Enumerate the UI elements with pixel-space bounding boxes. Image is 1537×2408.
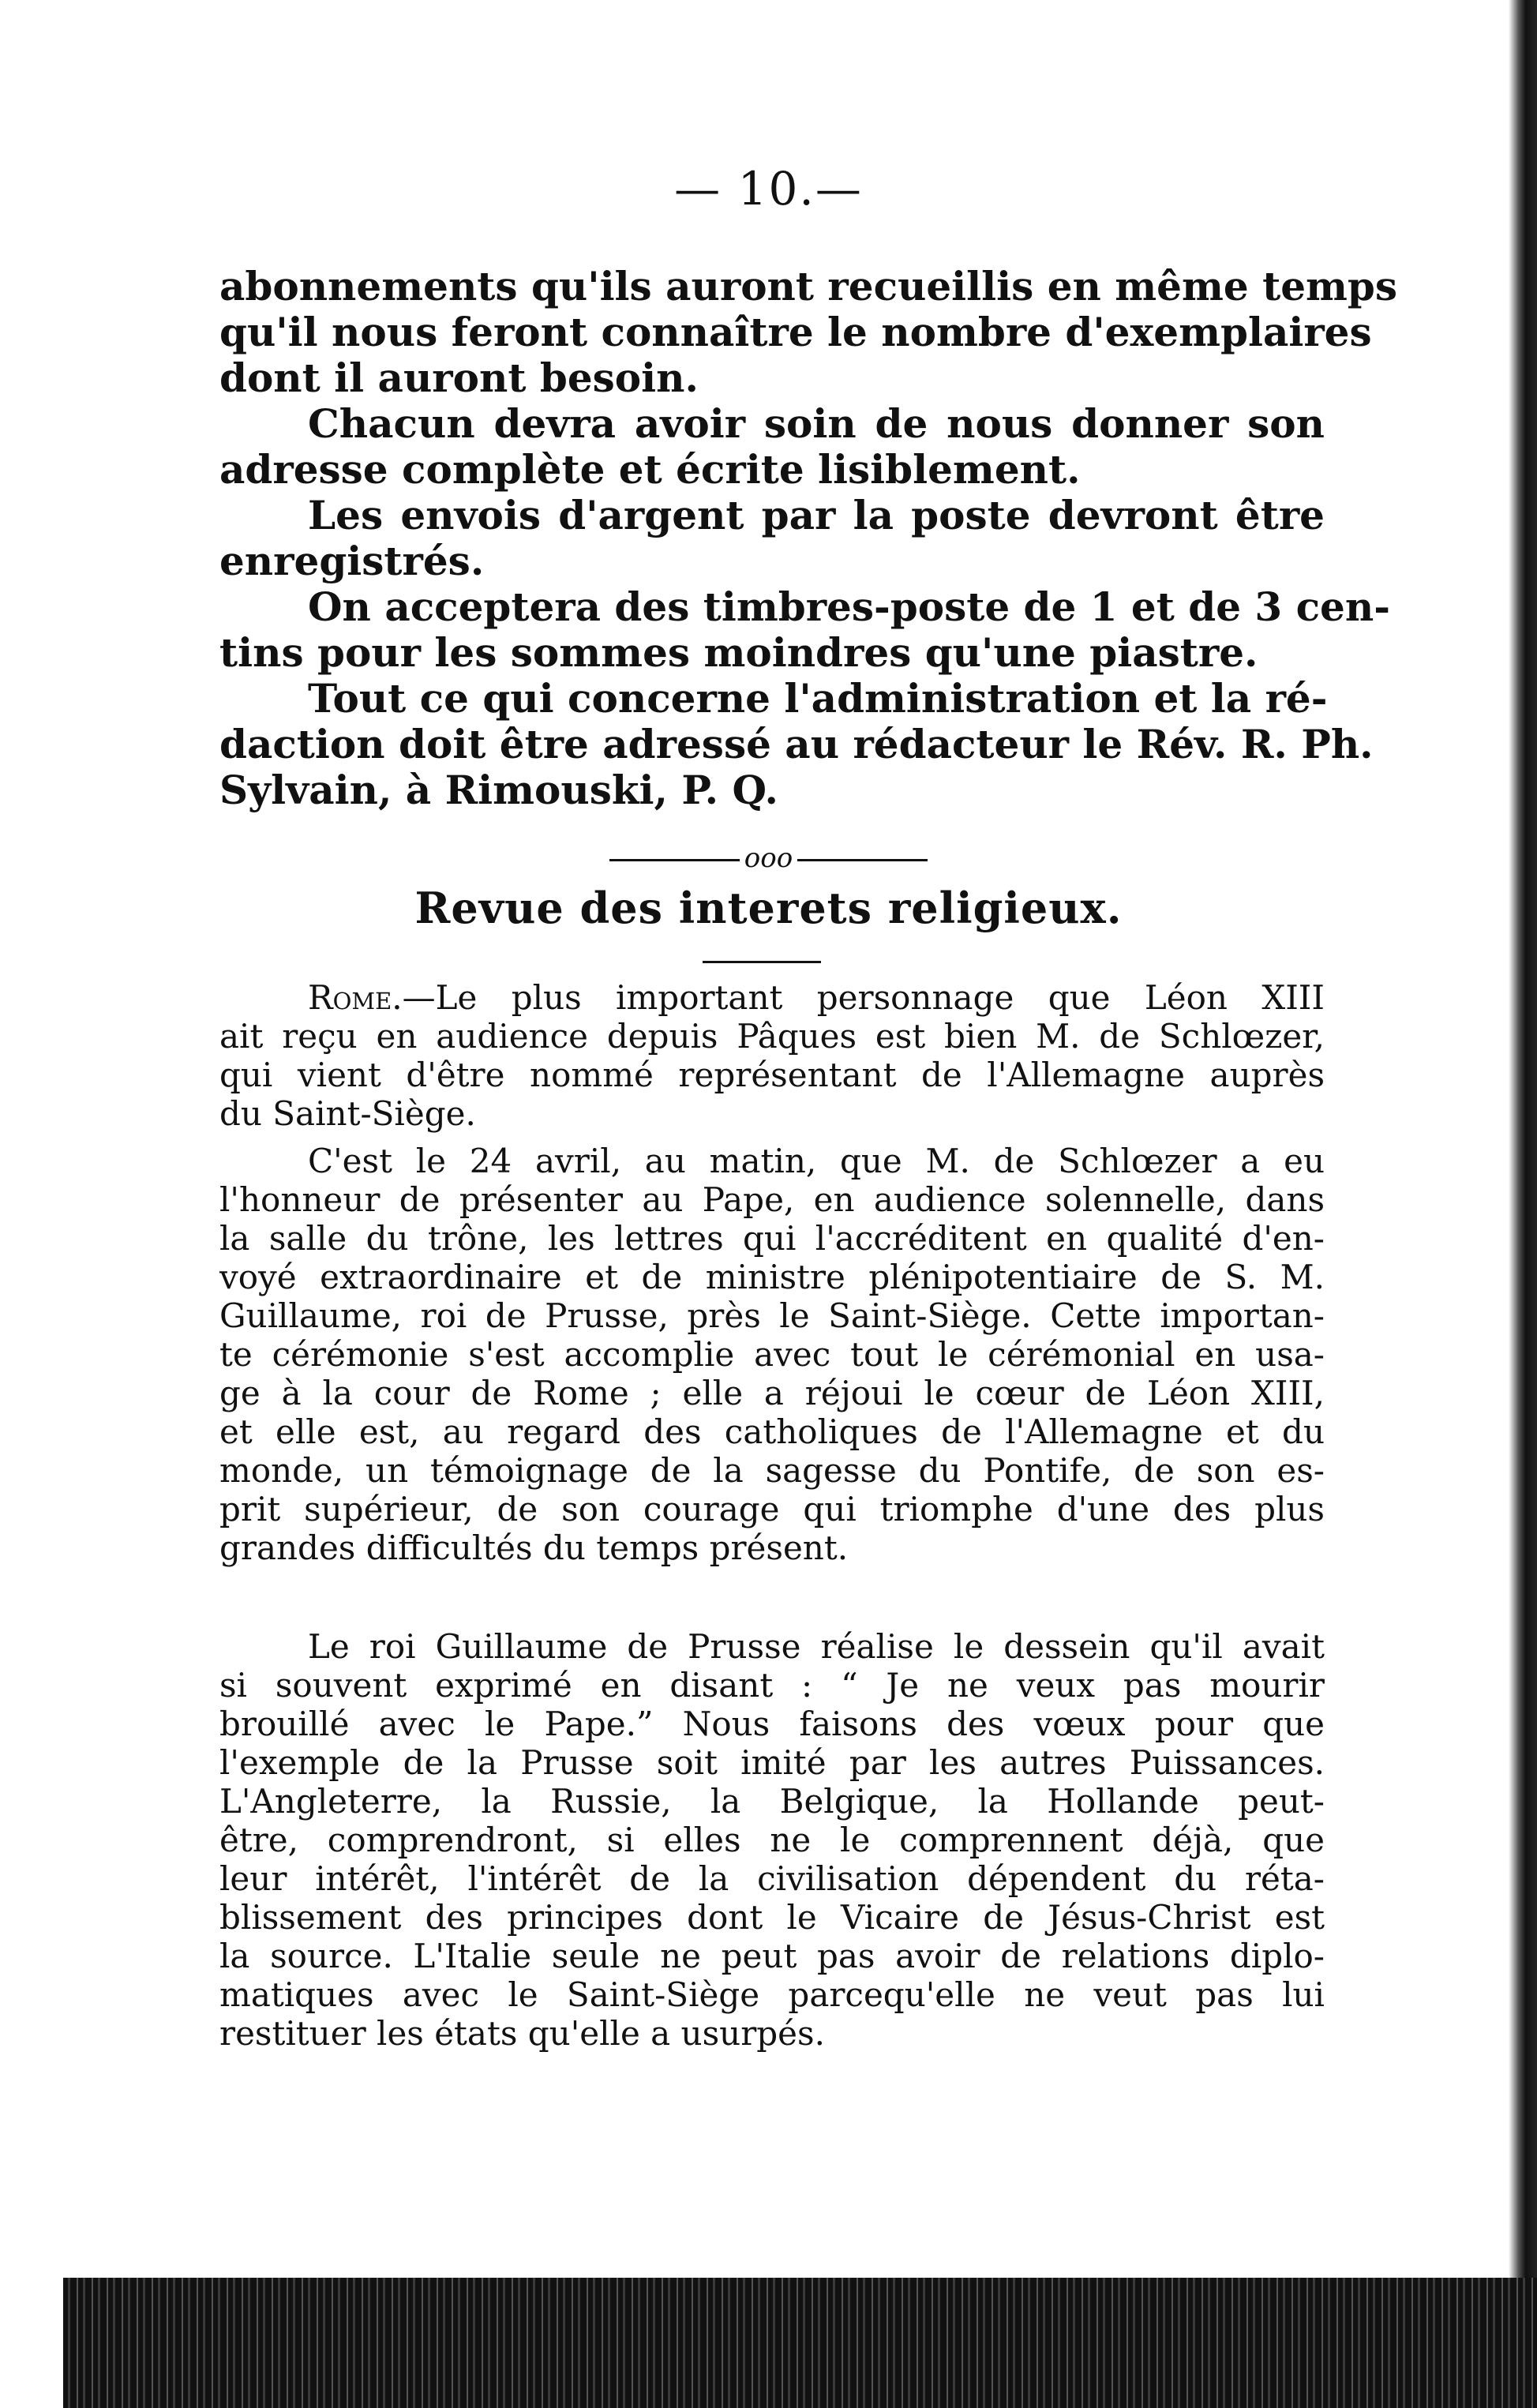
text-line: dont il auront besoin. bbox=[219, 354, 699, 401]
subscription-notice bbox=[219, 263, 1398, 816]
text-line: blissement des principes dont le Vicaire de Jésus-Christ est bbox=[219, 1898, 1325, 1937]
text-line: l'honneur de présenter au Pape, en audience solennelle, dans bbox=[219, 1180, 1325, 1219]
text-line: si souvent exprimé en disant : “ Je ne veux pas mourir bbox=[219, 1666, 1325, 1705]
page-edge-shadow bbox=[1509, 0, 1537, 2408]
text-line: ait reçu en audience depuis Pâques est bien M. de Schlœzer, bbox=[219, 1017, 1325, 1056]
scan-bottom-band bbox=[63, 2278, 1537, 2408]
text-line: l'exemple de la Prusse soit imité par les autres Puissances. bbox=[219, 1743, 1325, 1782]
paragraph-audience bbox=[219, 1142, 1325, 1570]
text-line: ge à la cour de Rome ; elle a réjoui le cœur de Léon XIII, bbox=[219, 1374, 1325, 1412]
text-line: prit supérieur, de son courage qui triomphe d'une des plus bbox=[219, 1490, 1325, 1528]
text-line: monde, un témoignage de la sagesse du Pontife, de son es- bbox=[219, 1451, 1325, 1490]
text-line: On acceptera des timbres-poste de 1 et de 3 cen- bbox=[308, 583, 1390, 630]
text-line: adresse complète et écrite lisiblement. bbox=[219, 446, 1081, 493]
text-line: être, comprendront, si elles ne le comprennent déjà, que bbox=[219, 1821, 1325, 1859]
text-line: Sylvain, à Rimouski, P. Q. bbox=[219, 767, 778, 813]
title-rule bbox=[703, 961, 821, 963]
text-line: la salle du trône, les lettres qui l'accréditent en qualité d'en- bbox=[219, 1219, 1325, 1258]
rome-lead: Rome. bbox=[308, 978, 403, 1017]
text-line: voyé extraordinaire et de ministre plénipotentiaire de S. M. bbox=[219, 1258, 1325, 1296]
paragraph-rome bbox=[219, 978, 1325, 1136]
section-separator bbox=[0, 842, 1537, 874]
text-line: Guillaume, roi de Prusse, près le Saint-Siège. Cette importan- bbox=[219, 1296, 1325, 1335]
text-line: Tout ce qui concerne l'administration et la ré- bbox=[308, 675, 1328, 722]
text-line: matiques avec le Saint-Siège parcequ'elle ne veut pas lui bbox=[219, 1975, 1325, 2014]
text-line: Le roi Guillaume de Prusse réalise le dessein qu'il avait bbox=[308, 1627, 1325, 1666]
text-line: Chacun devra avoir soin de nous donner son bbox=[308, 400, 1325, 447]
text-line: et elle est, au regard des catholiques de l'Allemagne et du bbox=[219, 1412, 1325, 1451]
text-line: grandes difficultés du temps présent. bbox=[219, 1528, 849, 1567]
text-line: abonnements qu'ils auront recueillis en même temps bbox=[219, 263, 1398, 309]
text-line: tins pour les sommes moindres qu'une piastre. bbox=[219, 629, 1258, 676]
text-line: te cérémonie s'est accomplie avec tout le cérémonial en usa- bbox=[219, 1335, 1325, 1374]
text-line: leur intérêt, l'intérêt de la civilisation dépendent du réta- bbox=[219, 1859, 1325, 1898]
text-line: restituer les états qu'elle a usurpés. bbox=[219, 2014, 825, 2053]
text-line: Rome.—Le plus important personnage que Léon XIII bbox=[308, 978, 1325, 1017]
text-line: C'est le 24 avril, au matin, que M. de Schlœzer a eu bbox=[308, 1142, 1325, 1180]
text-line: enregistrés. bbox=[219, 538, 485, 584]
page-number: — 10.— bbox=[674, 162, 863, 216]
text-line: Les envois d'argent par la poste devront être bbox=[308, 492, 1325, 538]
section-title: Revue des interets religieux. bbox=[414, 883, 1123, 933]
paragraph-guillaume bbox=[219, 1627, 1325, 2056]
text-line: la source. L'Italie seule ne peut pas avoir de relations diplo- bbox=[219, 1937, 1325, 1975]
text-line: du Saint-Siège. bbox=[219, 1094, 476, 1133]
text-line: daction doit être adressé au rédacteur le Rév. R. Ph. bbox=[219, 721, 1374, 767]
text-line: brouillé avec le Pape.” Nous faisons des vœux pour que bbox=[219, 1705, 1325, 1743]
text-line: qui vient d'être nommé représentant de l'Allemagne auprès bbox=[219, 1056, 1325, 1094]
separator-text: ooo bbox=[744, 842, 793, 874]
text-line: qu'il nous feront connaître le nombre d'exemplaires bbox=[219, 309, 1372, 355]
text-line: L'Angleterre, la Russie, la Belgique, la Hollande peut- bbox=[219, 1782, 1325, 1821]
